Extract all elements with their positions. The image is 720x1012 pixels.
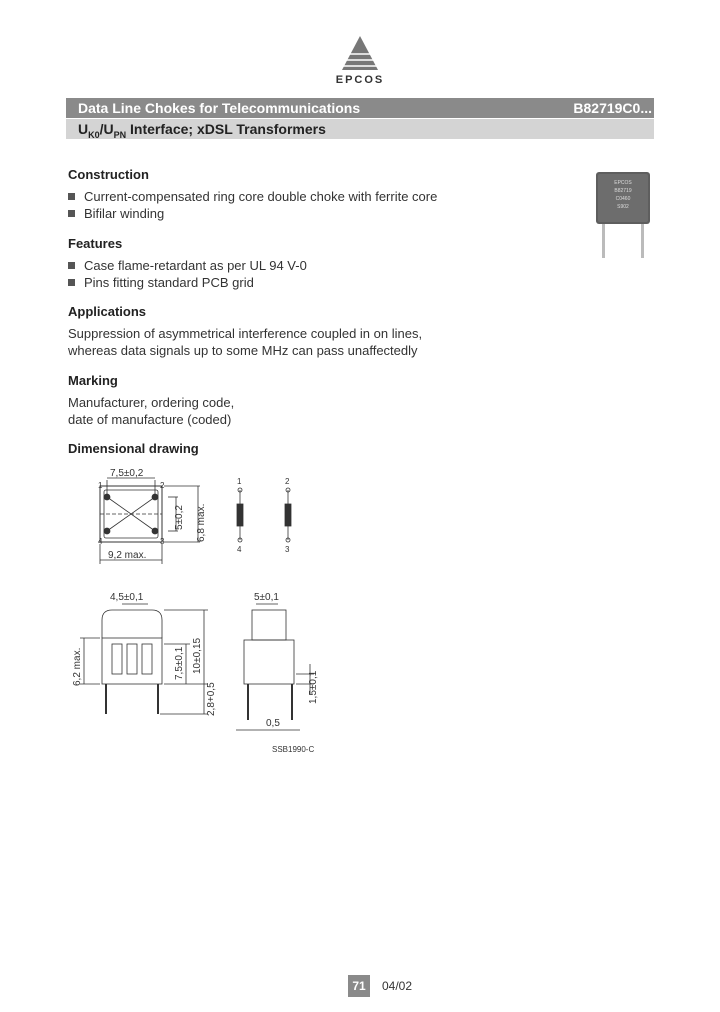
epcos-logo-icon	[330, 34, 390, 74]
logo-text: EPCOS	[335, 74, 385, 86]
list-item: Pins fitting standard PCB grid	[68, 275, 254, 290]
dim-label: 0,5	[266, 718, 280, 729]
applications-text: Suppression of asymmetrical interference coupled in on lines, whereas data signals up to some MHz can pass unaffectedly	[68, 326, 423, 358]
page-number: 71	[348, 975, 370, 997]
title-bar	[66, 98, 654, 118]
pin-label: 1	[98, 481, 103, 490]
dim-label: 5±0,2	[174, 505, 185, 530]
dimensional-heading: Dimensional drawing	[68, 441, 199, 456]
pin-label: 3	[160, 537, 165, 546]
side-view	[236, 592, 319, 754]
epcos-logo	[330, 34, 390, 92]
pin-label: 2	[285, 477, 290, 486]
list-item: Current-compensated ring core double choke with ferrite core	[68, 189, 437, 204]
date: 04/02	[382, 979, 413, 993]
applications-heading: Applications	[68, 304, 147, 319]
dim-label: 4,5±0,1	[110, 592, 144, 603]
dim-label: 10±0,15	[192, 637, 203, 674]
marking-heading: Marking	[68, 373, 118, 388]
features-heading: Features	[68, 236, 123, 251]
photo-marking: EPCOS	[614, 180, 632, 186]
photo-marking: B82719	[614, 188, 632, 194]
top-view	[98, 468, 207, 564]
dim-label: 6,2 max.	[72, 647, 83, 686]
subtitle-bar	[66, 119, 654, 139]
product-photo	[588, 170, 658, 260]
list-item: Case flame-retardant as per UL 94 V-0	[68, 258, 307, 273]
pin-label: 4	[98, 537, 103, 546]
page-title: Data Line Chokes for Telecommunications	[78, 100, 361, 116]
page-subtitle: $U_{K0}/U_{PN}$ Interface; xDSL Transformers	[78, 121, 326, 140]
dim-label: 7,5±0,2	[110, 468, 144, 479]
pin-label: 4	[237, 545, 242, 554]
pin-label: 3	[285, 545, 290, 554]
dim-label: 6,8 max.	[196, 503, 207, 542]
schematic	[237, 477, 291, 554]
list-item: Bifilar winding	[68, 206, 164, 221]
dim-label: 1,5±0,1	[308, 670, 319, 704]
photo-marking: S902	[617, 204, 629, 210]
drawing-code: SSB1990-C	[272, 745, 315, 754]
front-view	[72, 592, 217, 716]
marking-text: Manufacturer, ordering code, date of manufacture (coded)	[68, 395, 235, 427]
dimensional-drawing	[60, 468, 360, 768]
dim-label: 9,2 max.	[108, 550, 147, 561]
photo-marking: C0460	[615, 196, 631, 202]
dim-label: 5±0,1	[254, 592, 279, 603]
dim-label: 2,8+0,5	[206, 682, 217, 716]
construction-heading: Construction	[68, 167, 149, 182]
dim-label: 7,5±0,1	[174, 646, 185, 680]
pin-label: 1	[237, 477, 242, 486]
pin-label: 2	[160, 481, 165, 490]
product-code: B82719C0...	[573, 100, 652, 116]
